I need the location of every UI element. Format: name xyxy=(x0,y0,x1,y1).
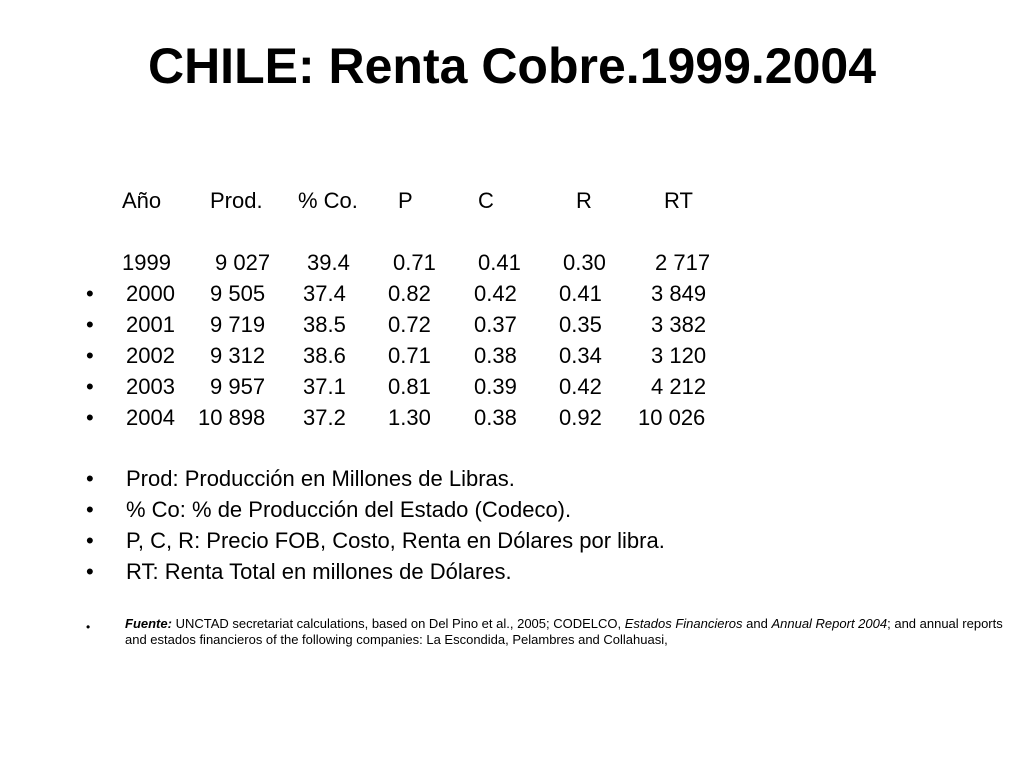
column-header-prod: Prod. xyxy=(210,188,263,213)
bullet-icon: • xyxy=(86,281,94,306)
cell-prod: 9 312 xyxy=(210,343,266,368)
slide-title: CHILE: Renta Cobre.1999.2004 xyxy=(147,38,877,94)
cell-c: 0.42 xyxy=(474,281,517,306)
cell-c: 0.41 xyxy=(478,250,521,275)
note-item: P, C, R: Precio FOB, Costo, Renta en Dólares por libra. xyxy=(126,528,665,553)
cell-prod: 9 505 xyxy=(210,281,266,306)
bullet-icon: • xyxy=(86,620,91,634)
bullet-icon: • xyxy=(86,312,94,337)
cell-year: 2004 xyxy=(126,405,175,430)
cell-c: 0.38 xyxy=(474,405,517,430)
cell-rt: 2 717 xyxy=(655,250,711,275)
source-text: UNCTAD secretariat calculations, based on Del Pino et al., 2005; CODELCO, xyxy=(171,616,625,631)
cell-p: 0.71 xyxy=(393,250,436,275)
cell-prod: 9 957 xyxy=(210,374,266,399)
bullet-icon: • xyxy=(86,497,94,522)
note-item: Prod: Producción en Millones de Libras. xyxy=(126,466,515,491)
cell-r: 0.35 xyxy=(559,312,602,337)
source-text: and xyxy=(742,616,772,631)
cell-p: 0.71 xyxy=(388,343,431,368)
cell-r: 0.34 xyxy=(559,343,602,368)
note-item: % Co: % de Producción del Estado (Codeco). xyxy=(126,497,572,522)
source-text: ; and annual reports and estados financieros of the following companies: La Escondida, Pelambres and Collahuasi, xyxy=(125,616,1003,647)
cell-year: 2001 xyxy=(126,312,175,337)
cell-p: 0.72 xyxy=(388,312,431,337)
cell-p: 1.30 xyxy=(388,405,431,430)
bullet-icon: • xyxy=(86,374,94,399)
bullet-icon: • xyxy=(86,559,94,584)
column-header-c: C xyxy=(478,188,494,213)
cell-r: 0.30 xyxy=(563,250,606,275)
cell-r: 0.42 xyxy=(559,374,602,399)
column-header-r: R xyxy=(576,188,592,213)
source-citation xyxy=(125,616,1005,648)
cell-r: 0.41 xyxy=(559,281,602,306)
cell-co: 38.6 xyxy=(303,343,346,368)
column-header-rt: RT xyxy=(664,188,693,213)
column-header-p: P xyxy=(398,188,413,213)
cell-rt: 3 849 xyxy=(651,281,707,306)
cell-c: 0.37 xyxy=(474,312,517,337)
cell-year: 2003 xyxy=(126,374,175,399)
column-header-year: Año xyxy=(122,188,162,213)
note-item: RT: Renta Total en millones de Dólares. xyxy=(126,559,512,584)
cell-year: 2002 xyxy=(126,343,175,368)
bullet-icon: • xyxy=(86,343,94,368)
cell-co: 37.4 xyxy=(303,281,346,306)
column-header-co: % Co. xyxy=(298,188,358,213)
cell-co: 37.1 xyxy=(303,374,346,399)
cell-rt: 10 026 xyxy=(638,405,706,430)
bullet-icon: • xyxy=(86,405,94,430)
cell-year: 2000 xyxy=(126,281,175,306)
cell-prod: 9 719 xyxy=(210,312,266,337)
cell-co: 39.4 xyxy=(307,250,350,275)
source-label: Fuente: xyxy=(125,616,172,631)
cell-year: 1999 xyxy=(122,250,171,275)
cell-rt: 3 120 xyxy=(651,343,707,368)
cell-prod: 9 027 xyxy=(215,250,271,275)
cell-p: 0.81 xyxy=(388,374,431,399)
cell-c: 0.39 xyxy=(474,374,517,399)
bullet-icon: • xyxy=(86,528,94,553)
cell-p: 0.82 xyxy=(388,281,431,306)
cell-rt: 4 212 xyxy=(651,374,707,399)
bullet-icon: • xyxy=(86,466,94,491)
source-text-italic: Estados Financieros xyxy=(624,616,743,631)
cell-rt: 3 382 xyxy=(651,312,707,337)
cell-co: 38.5 xyxy=(303,312,346,337)
cell-r: 0.92 xyxy=(559,405,602,430)
cell-co: 37.2 xyxy=(303,405,346,430)
cell-prod: 10 898 xyxy=(198,405,266,430)
source-text-italic: Annual Report 2004 xyxy=(771,616,888,631)
cell-c: 0.38 xyxy=(474,343,517,368)
